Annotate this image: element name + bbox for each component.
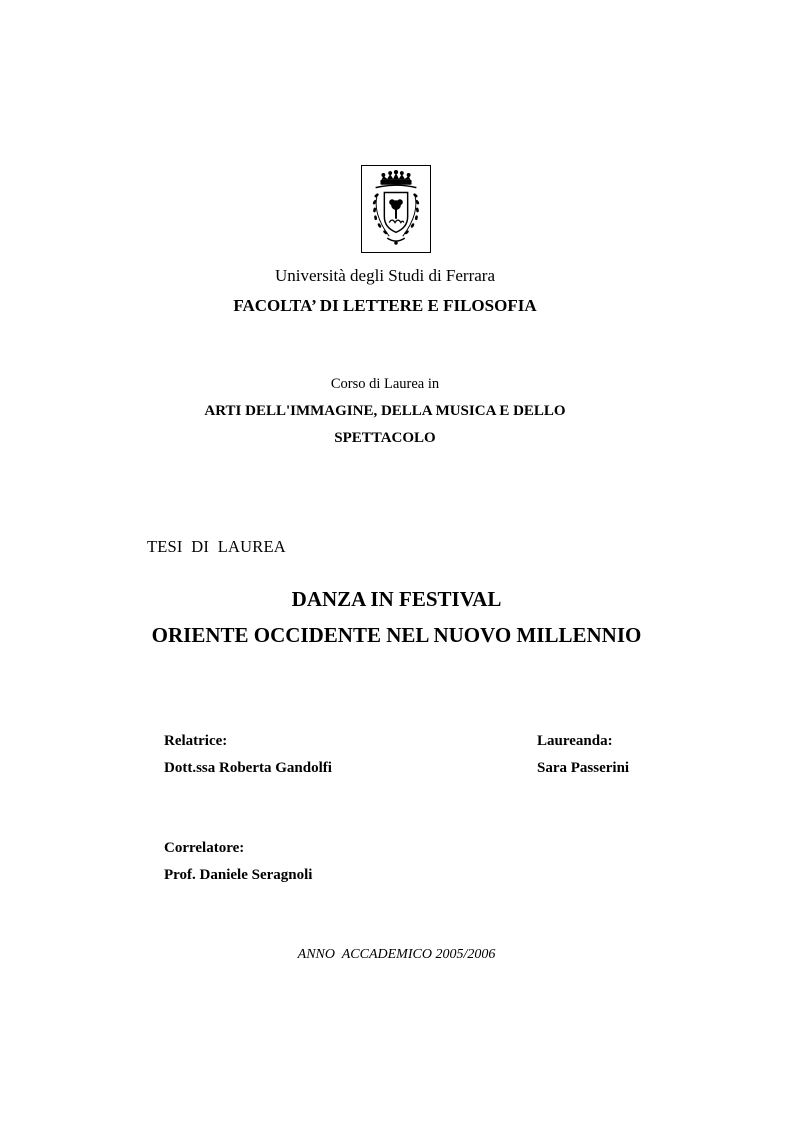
course-name-line2: SPETTACOLO [334, 430, 436, 446]
supervisor-label: Relatrice: [164, 733, 228, 749]
university-name: Università degli Studi di Ferrara [274, 266, 495, 285]
university-crest-icon [361, 165, 431, 253]
course-intro: Corso di Laurea in [330, 376, 440, 392]
co-supervisor-label: Correlatore: [164, 840, 245, 856]
thesis-label: TESI DI LAUREA [147, 537, 286, 556]
supervisor-name: Dott.ssa Roberta Gandolfi [164, 760, 332, 776]
candidate-label: Laureanda: [537, 733, 613, 749]
course-name-line1: ARTI DELL'IMMAGINE, DELLA MUSICA E DELLO [204, 403, 566, 419]
candidate-name: Sara Passerini [537, 760, 630, 776]
thesis-title-line2: ORIENTE OCCIDENTE NEL NUOVO MILLENNIO [151, 623, 642, 647]
co-supervisor-name: Prof. Daniele Seragnoli [164, 867, 313, 883]
faculty-name: FACOLTA’ DI LETTERE E FILOSOFIA [233, 296, 537, 315]
thesis-title-line1: DANZA IN FESTIVAL [291, 587, 502, 611]
academic-year: ANNO ACCADEMICO 2005/2006 [297, 947, 496, 962]
